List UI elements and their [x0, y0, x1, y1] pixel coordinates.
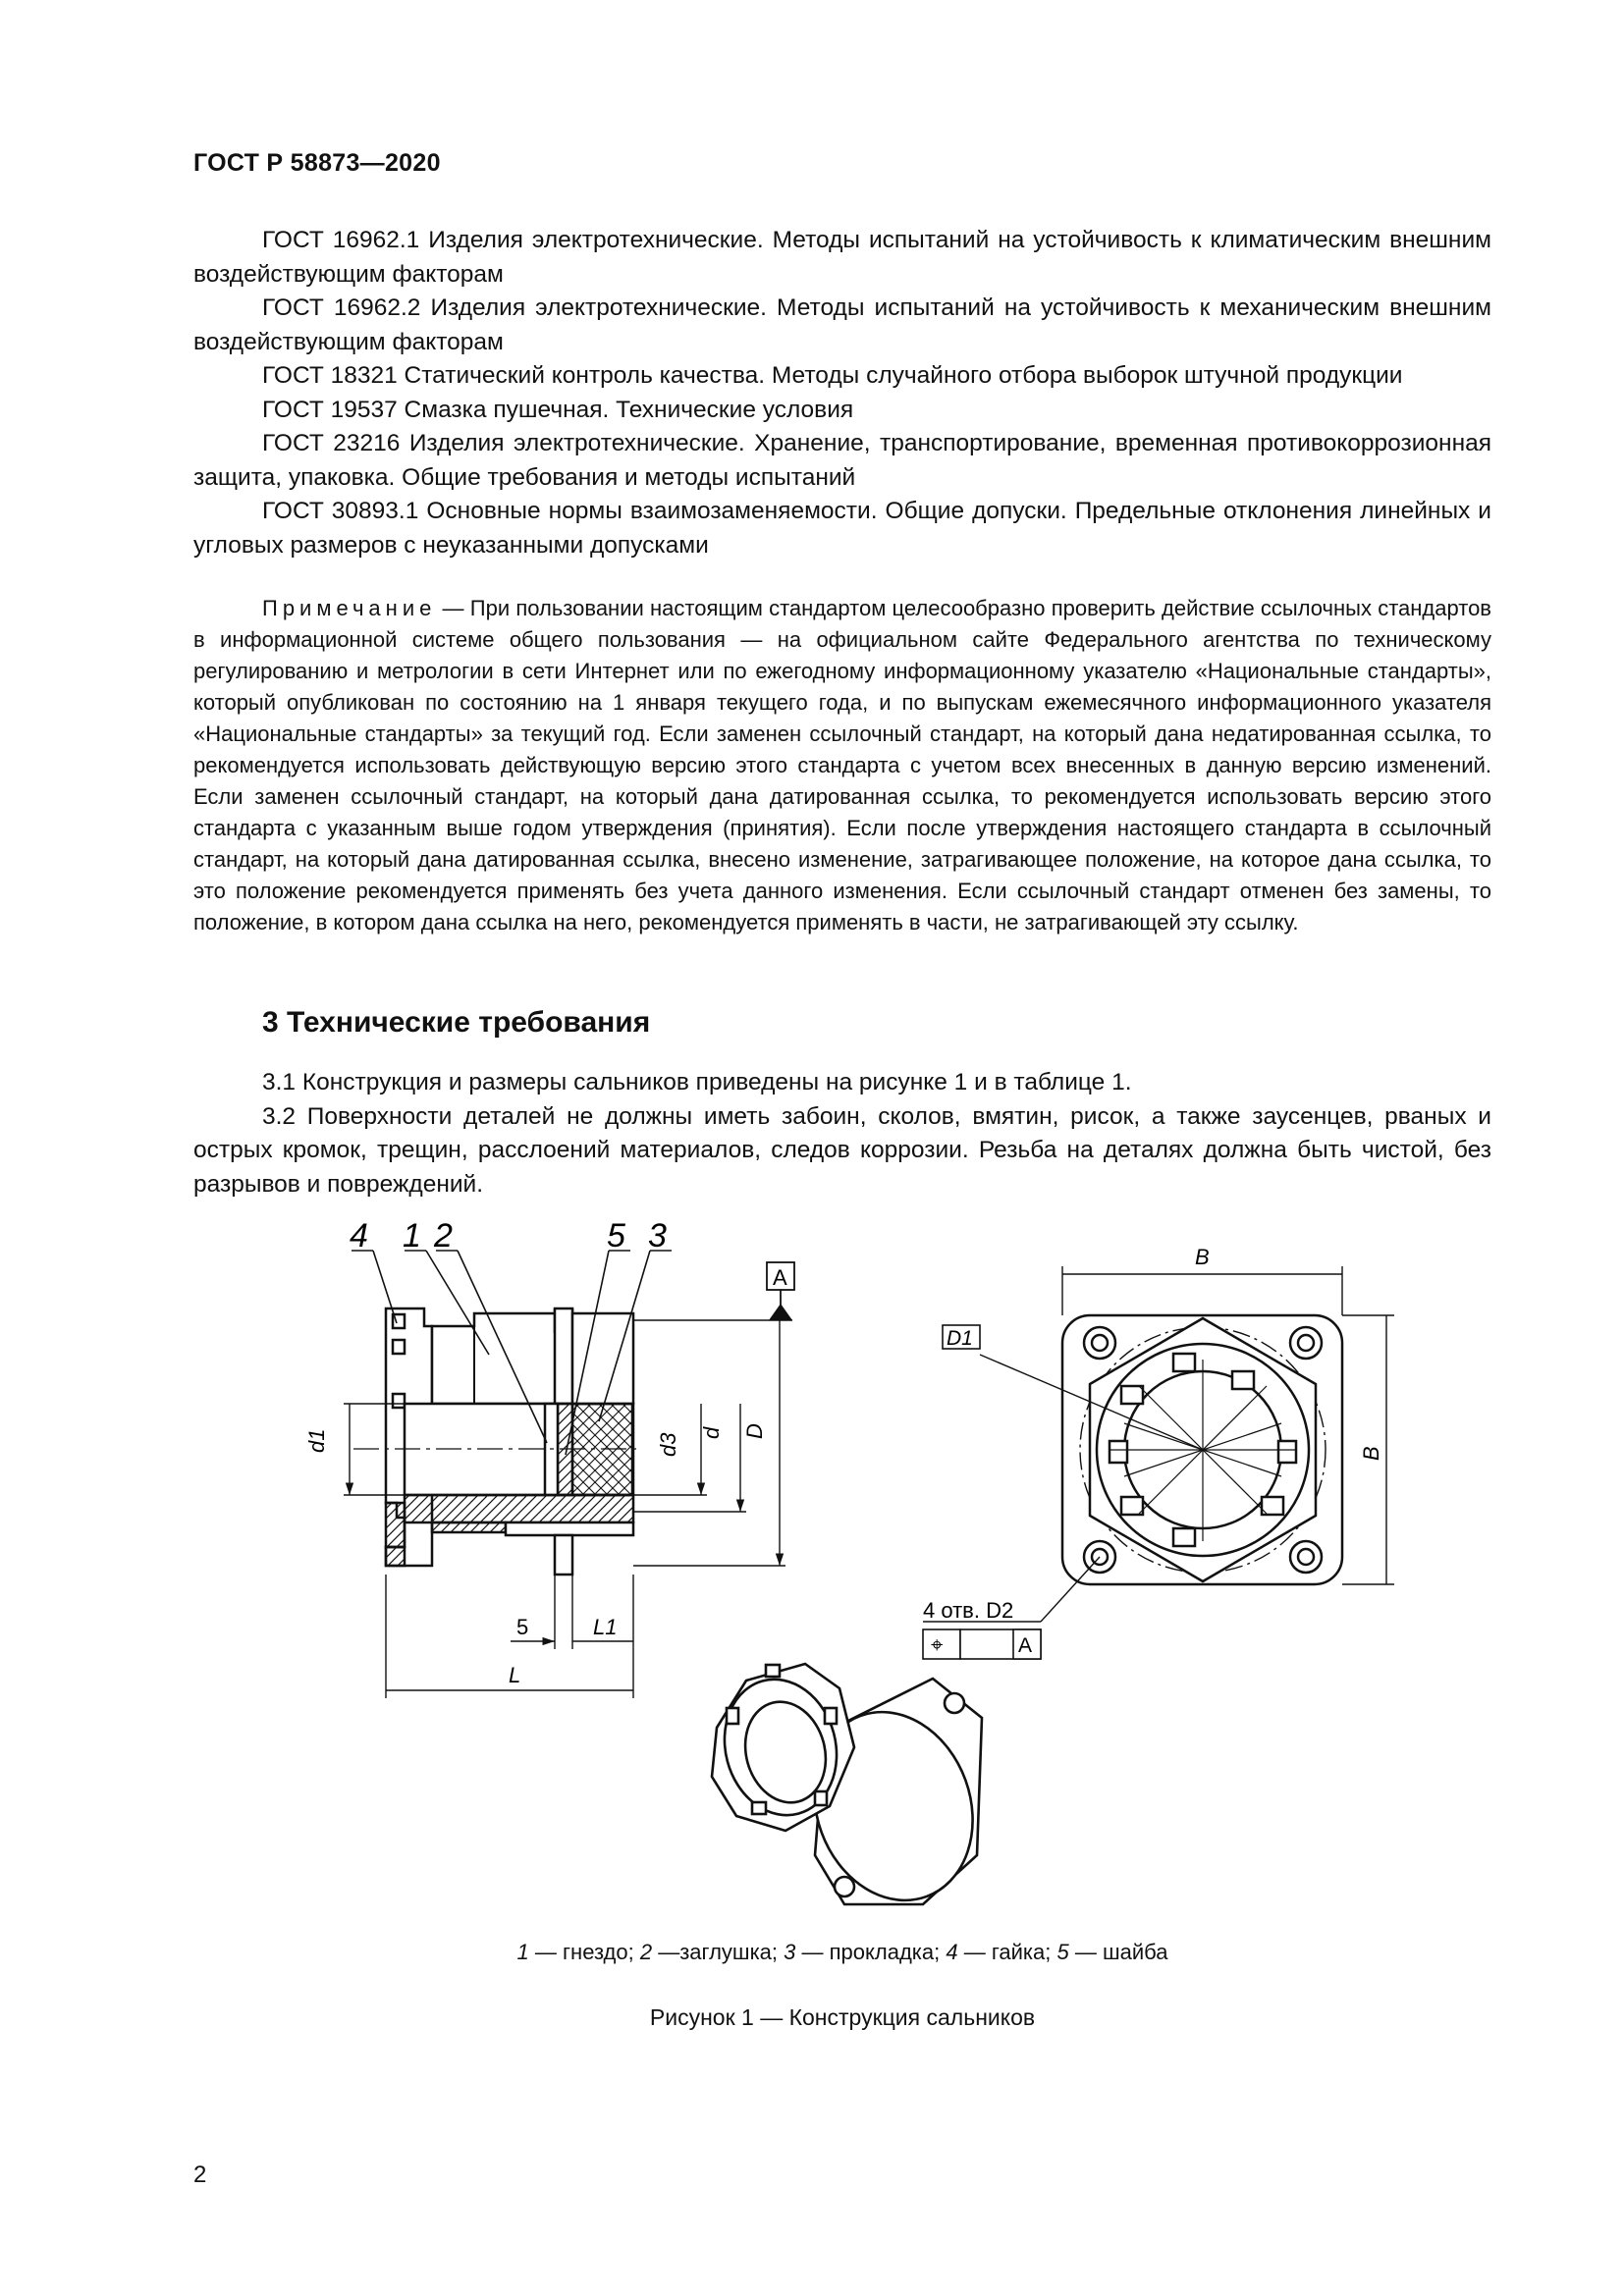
- references-list: [193, 224, 1491, 562]
- datum-label: A: [773, 1265, 787, 1290]
- section-body: [193, 1066, 1491, 1201]
- dim-D: D: [742, 1423, 767, 1439]
- legend-text: — шайба: [1068, 1940, 1168, 1964]
- figure-legend: [193, 1940, 1491, 1965]
- dim-d1: d1: [304, 1428, 329, 1453]
- legend-text: — гнездо;: [528, 1940, 640, 1964]
- callout-3: 3: [648, 1217, 667, 1255]
- reference-item: ГОСТ 23216 Изделия электротехнические. Хранение, транспортирование, временная противокоррозионная защита, упаковка. Общие требования и методы испытаний: [193, 430, 1491, 491]
- paragraph: 3.1 Конструкция и размеры сальников приведены на рисунке 1 и в таблице 1.: [262, 1069, 1132, 1095]
- callout-5: 5: [607, 1217, 625, 1255]
- isometric-view: [710, 1664, 999, 1923]
- note-text: — При пользовании настоящим стандартом целесообразно проверить действие ссылочных стандартов в информационной системе общего пользования — на официальном сайте Федерального агентства по техническому регулированию и метрологии в сети Интернет или по ежегодному информационному указателю «Национальные стандарты», который опубликован по состоянию на 1 января текущего года, и по выпускам ежемесячного информационного указателя «Национальные стандарты» за текущий год. Если заменен ссылочный стандарт, на который дана недатированная ссылка, то рекомендуется использовать действующую версию этого стандарта с учетом всех внесенных в данную версию изменений. Если заменен ссылочный стандарт, на который дана датированная ссылка, то рекомендуется использовать версию этого стандарта с указанным выше годом утверждения (принятия). Если после утверждения настоящего стандарта в ссылочный стандарт, на который дана датированная ссылка, внесено изменение, затрагивающее положение, на которое дана ссылка, то это положение рекомендуется применять без учета данного изменения. Если ссылочный стандарт отменен без замены, то положение, в котором дана ссылка на него, рекомендуется применять в части, не затрагивающей эту ссылку.: [193, 596, 1491, 934]
- reference-item: ГОСТ 16962.2 Изделия электротехнические. Методы испытаний на устойчивость к механическим внешним воздействующим факторам: [193, 294, 1491, 355]
- dim-5: 5: [516, 1615, 529, 1639]
- legend-num: 1: [516, 1940, 529, 1964]
- note-paragraph: [193, 593, 1491, 938]
- document-header: ГОСТ Р 58873—2020: [193, 149, 441, 177]
- page-number: 2: [193, 2162, 207, 2188]
- tolerance-datum: A: [1018, 1634, 1033, 1657]
- section-title: 3 Технические требования: [262, 1006, 651, 1039]
- reference-item: ГОСТ 30893.1 Основные нормы взаимозаменяемости. Общие допуски. Предельные отклонения линейных и угловых размеров с неуказанными допусками: [193, 498, 1491, 559]
- section-view: [353, 1308, 638, 1575]
- callout-4: 4: [350, 1217, 368, 1255]
- note-label: Примечание: [262, 596, 437, 620]
- legend-num: 4: [946, 1940, 958, 1964]
- dim-B-top: B: [1195, 1245, 1210, 1269]
- legend-num: 3: [784, 1940, 796, 1964]
- reference-item: ГОСТ 19537 Смазка пушечная. Технические условия: [262, 396, 854, 423]
- dim-L: L: [509, 1663, 521, 1687]
- legend-text: —заглушка;: [652, 1940, 785, 1964]
- legend-text: — прокладка;: [795, 1940, 947, 1964]
- datum-triangle: [769, 1304, 792, 1320]
- paragraph: 3.2 Поверхности деталей не должны иметь забоин, сколов, вмятин, рисок, а также заусенцев, рваных и острых кромок, трещин, расслоений материалов, следов коррозии. Резьба на деталях должна быть чистой, без разрывов и повреждений.: [193, 1102, 1491, 1198]
- dim-B-side: B: [1359, 1446, 1383, 1461]
- callout-1: 1: [403, 1217, 421, 1255]
- reference-item: ГОСТ 18321 Статический контроль качества. Методы случайного отбора выборок штучной продукции: [262, 362, 1403, 389]
- position-tolerance-icon: ⌖: [931, 1632, 944, 1657]
- dim-L1: L1: [593, 1615, 618, 1639]
- technical-drawing: [295, 1217, 1404, 1953]
- dim-d3: d3: [656, 1432, 680, 1457]
- callout-2: 2: [434, 1217, 453, 1255]
- holes-label: 4 отв. D2: [923, 1598, 1014, 1623]
- reference-item: ГОСТ 16962.1 Изделия электротехнические. Методы испытаний на устойчивость к климатическим внешним воздействующим факторам: [193, 227, 1491, 288]
- legend-num: 5: [1056, 1940, 1069, 1964]
- dim-d: d: [699, 1426, 724, 1439]
- figure-caption: Рисунок 1 — Конструкция сальников: [649, 2004, 1036, 2030]
- legend-num: 2: [639, 1940, 653, 1964]
- legend-text: — гайка;: [957, 1940, 1057, 1964]
- dim-D1: D1: [947, 1327, 973, 1350]
